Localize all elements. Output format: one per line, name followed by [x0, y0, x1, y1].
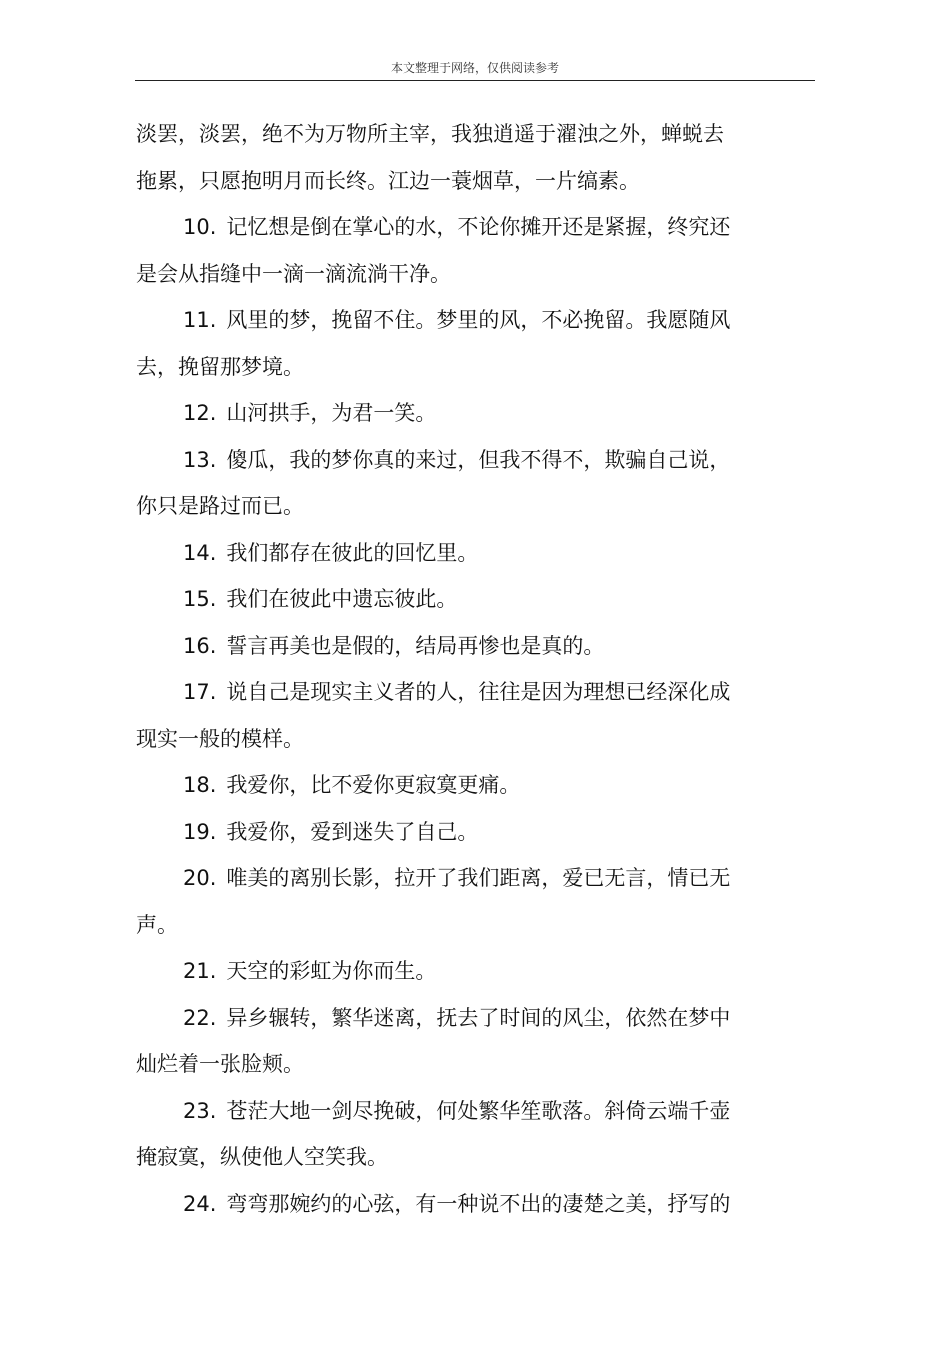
text-line: [136, 762, 758, 809]
item-number: 22.: [183, 1005, 217, 1030]
line-text: 天空的彩虹为你而生。: [226, 959, 437, 983]
line-text: 弯弯那婉约的心弦，有一种说不出的凄楚之美，抒写的: [226, 1191, 731, 1216]
line-text: 灿烂着一张脸颊。: [136, 1052, 304, 1076]
line-text: 是会从指缝中一滴一滴流淌干净。: [136, 261, 451, 286]
item-number: 13.: [183, 447, 217, 472]
line-text: 我们都存在彼此的回忆里。: [226, 540, 479, 565]
text-line: [136, 902, 758, 949]
text-line: [136, 1134, 758, 1181]
text-line: [136, 669, 758, 716]
item-number: 17.: [183, 680, 217, 704]
line-text: 声。: [136, 912, 178, 937]
page-header: 本文整理于网络，仅供阅读参考: [390, 61, 559, 75]
text-line: [136, 623, 758, 670]
line-text: 你只是路过而已。: [136, 494, 304, 518]
item-number: 19.: [183, 819, 217, 844]
item-number: 15.: [183, 587, 217, 611]
line-text: 淡罢，淡罢，绝不为万物所主宰，我独逍遥于濯浊之外，蝉蜕去: [136, 122, 724, 146]
item-number: 23.: [183, 1098, 217, 1123]
line-text: 风里的梦，挽留不住。梦里的风，不必挽留。我愿随风: [226, 308, 731, 332]
header-divider: [135, 80, 815, 81]
line-text: 我爱你，爱到迷失了自己。: [226, 819, 479, 844]
text-line: [136, 948, 758, 995]
line-text: 记忆想是倒在掌心的水，不论你摊开还是紧握，终究还: [226, 215, 731, 239]
item-number: 16.: [183, 633, 217, 658]
line-text: 誓言再美也是假的，结局再惨也是真的。: [226, 633, 605, 658]
line-text: 异乡辗转，繁华迷离，抚去了时间的风尘，依然在梦中: [226, 1005, 731, 1030]
item-number: 21.: [183, 959, 217, 983]
text-line: [136, 483, 758, 530]
text-line: [136, 1041, 758, 1088]
line-text: 山河拱手，为君一笑。: [226, 401, 437, 425]
text-line: [136, 855, 758, 902]
text-line: [136, 344, 758, 391]
text-line: [136, 204, 758, 251]
text-line: [136, 809, 758, 856]
line-text: 现实一般的模样。: [136, 726, 304, 751]
text-line: [136, 576, 758, 623]
item-number: 10.: [183, 215, 217, 239]
line-text: 我爱你，比不爱你更寂寞更痛。: [226, 773, 521, 797]
line-text: 傻瓜，我的梦你真的来过，但我不得不，欺骗自己说，: [226, 447, 731, 472]
text-line: [136, 995, 758, 1042]
text-line: [136, 158, 758, 205]
line-text: 我们在彼此中遗忘彼此。: [226, 587, 458, 611]
line-text: 掩寂寞，纵使他人空笑我。: [136, 1145, 388, 1169]
text-line: [136, 390, 758, 437]
item-number: 14.: [183, 540, 217, 565]
line-text: 苍茫大地一剑尽挽破，何处繁华笙歌落。斜倚云端千壶: [226, 1098, 731, 1123]
item-number: 24.: [183, 1191, 217, 1216]
item-number: 18.: [183, 773, 217, 797]
text-line: [136, 251, 758, 298]
line-text: 去，挽留那梦境。: [136, 354, 304, 379]
line-text: 唯美的离别长影，拉开了我们距离，爱已无言，情已无: [226, 866, 731, 890]
item-number: 12.: [183, 401, 217, 425]
text-line: [136, 297, 758, 344]
text-line: [136, 111, 758, 158]
text-line: [136, 716, 758, 763]
item-number: 20.: [183, 866, 217, 890]
text-line: [136, 1088, 758, 1135]
text-line: [136, 1181, 758, 1228]
line-text: 说自己是现实主义者的人，往往是因为理想已经深化成: [226, 680, 731, 704]
text-line: [136, 437, 758, 484]
document-body: [136, 111, 758, 1227]
text-line: [136, 530, 758, 577]
line-text: 拖累，只愿抱明月而长终。江边一蓑烟草，一片缟素。: [136, 168, 640, 193]
item-number: 11.: [183, 308, 217, 332]
